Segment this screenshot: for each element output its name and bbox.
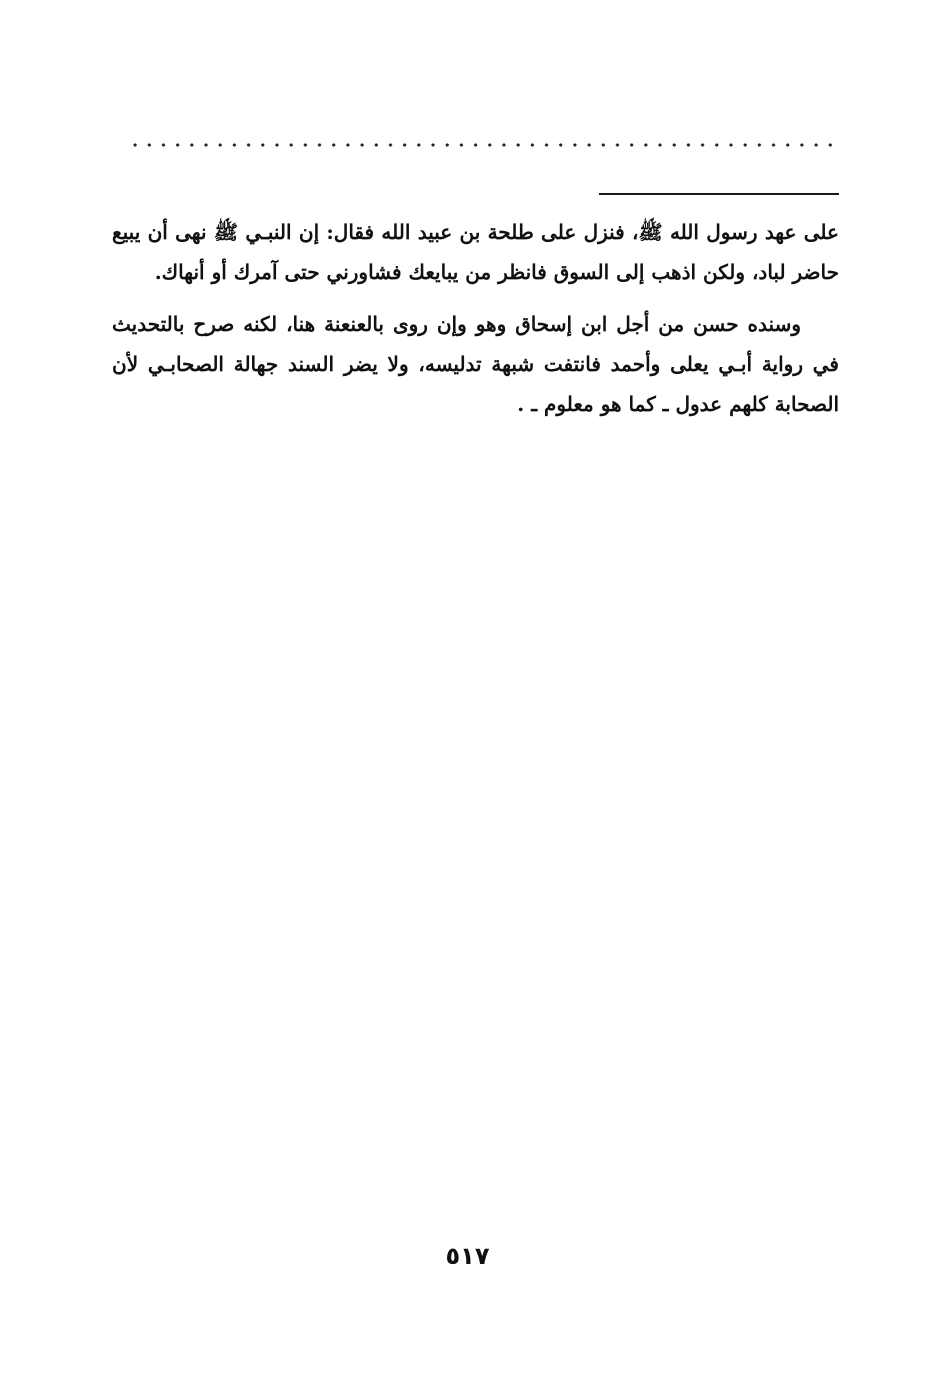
- footnote-paragraph-1: على عهد رسول الله ﷺ، فنزل على طلحة بن عبيد الله فقال: إن النبـي ﷺ نهى أن يبيع حاضر لباد، ولكن اذهب إلى السوق فانظر من يبايعك فشاورني حتى آمرك أو أنهاك.: [112, 220, 839, 284]
- page-number: ٥١٧: [445, 1242, 490, 1270]
- footnote-paragraph-2: وسنده حسن من أجل ابن إسحاق وهو وإن روى بالعنعنة هنا، لكنه صرح بالتحديث في رواية أبـي يعلى وأحمد فانتفت شبهة تدليسه، ولا يضر السند جهالة الصحابـي لأن الصحابة كلهم عدول ـ كما هو معلوم ـ .: [112, 312, 839, 416]
- dotted-separator: [128, 142, 838, 148]
- footnote-text: [112, 212, 839, 424]
- footnote-rule: [599, 193, 839, 195]
